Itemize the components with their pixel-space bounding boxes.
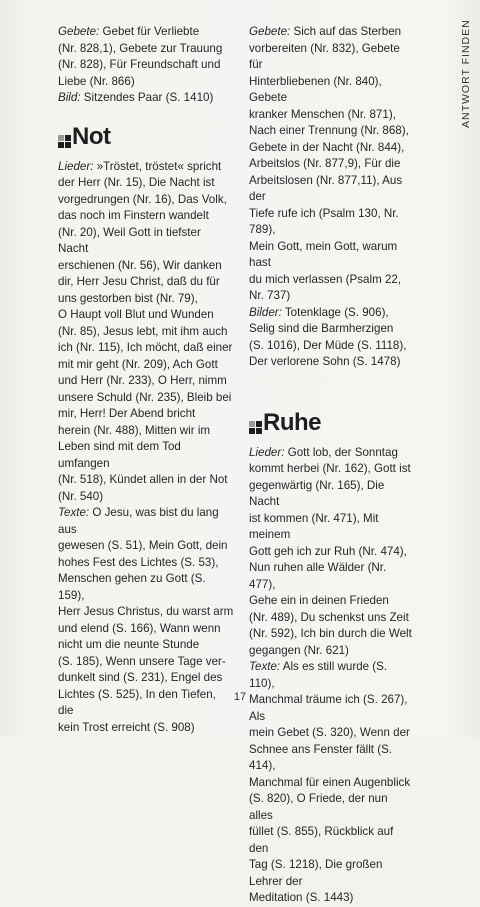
text-line bbox=[58, 90, 234, 107]
text-line bbox=[249, 643, 413, 660]
line-text: »Tröstet, tröstet« spricht bbox=[96, 159, 222, 173]
left-intro bbox=[58, 24, 234, 107]
line-text: kommt herbei (Nr. 162), Gott ist bbox=[249, 462, 411, 475]
line-text: Arbeitslosen (Nr. 877,11), Aus der bbox=[249, 173, 403, 203]
text-line bbox=[58, 357, 234, 374]
text-line bbox=[58, 192, 234, 209]
text-line bbox=[58, 489, 234, 506]
line-text: vorbereiten (Nr. 832), Gebete für bbox=[249, 41, 400, 71]
paragraph-label: Gebete: bbox=[58, 25, 100, 38]
paragraph-label: Texte: bbox=[58, 506, 90, 519]
line-text: Gebet für Verliebte bbox=[102, 25, 200, 38]
line-text: (S. 1016), Der Müde (S. 1118), bbox=[249, 338, 407, 352]
text-line bbox=[58, 423, 234, 440]
text-line bbox=[249, 239, 413, 272]
line-text: unsere Schuld (Nr. 235), Bleib bei bbox=[58, 390, 232, 404]
line-text: Selig sind die Barmherzigen bbox=[249, 322, 394, 335]
text-line bbox=[58, 225, 234, 258]
line-text: Nr. 737) bbox=[249, 289, 291, 302]
line-text: ich (Nr. 115), Ich möcht, daß einer bbox=[58, 341, 233, 354]
text-line bbox=[58, 621, 234, 638]
left-column bbox=[58, 24, 234, 736]
text-line bbox=[249, 321, 413, 338]
text-line bbox=[249, 156, 413, 173]
text-line bbox=[249, 775, 413, 792]
text-line bbox=[249, 123, 413, 140]
paragraph-label: Lieder: bbox=[249, 445, 285, 459]
line-text: gewesen (S. 51), Mein Gott, dein bbox=[58, 539, 228, 552]
text-line bbox=[58, 307, 234, 324]
line-text: und Herr (Nr. 233), O Herr, nimm bbox=[58, 374, 227, 387]
section-title: Ruhe bbox=[263, 408, 321, 436]
line-text: (S. 185), Wenn unsere Tage ver- bbox=[58, 654, 226, 668]
line-text: (Nr. 828), Für Freundschaft und bbox=[58, 58, 221, 71]
line-text: nicht um die neunte Stunde bbox=[58, 638, 200, 651]
text-line bbox=[58, 604, 234, 621]
line-text: das noch im Finstern wandelt bbox=[58, 209, 209, 222]
line-text: Gott lob, der Sonntag bbox=[287, 445, 398, 459]
section-heading-not bbox=[58, 122, 234, 150]
text-line bbox=[249, 593, 413, 610]
heading-square-icon bbox=[249, 421, 262, 434]
text-line bbox=[249, 725, 413, 742]
line-text: Tiefe rufe ich (Psalm 130, Nr. 789), bbox=[249, 206, 399, 236]
text-line bbox=[58, 538, 234, 555]
text-line bbox=[58, 291, 234, 308]
text-line bbox=[249, 140, 413, 157]
text-line bbox=[249, 478, 413, 511]
paragraph-label: Gebete: bbox=[249, 25, 291, 38]
left-section-body bbox=[58, 159, 234, 737]
line-text: Leben sind mit dem Tod umfangen bbox=[58, 440, 181, 470]
text-line bbox=[58, 373, 234, 390]
text-line bbox=[249, 445, 413, 462]
text-line bbox=[58, 406, 234, 423]
section-heading-ruhe bbox=[249, 408, 413, 436]
line-text: Meditation (S. 1443) bbox=[249, 891, 354, 904]
line-text: Liebe (Nr. 866) bbox=[58, 74, 135, 88]
text-line bbox=[249, 791, 413, 824]
text-line bbox=[58, 571, 234, 604]
paragraph-label: Bilder: bbox=[249, 305, 282, 319]
section-title: Not bbox=[72, 122, 111, 150]
line-text: Herr Jesus Christus, du warst arm bbox=[58, 605, 234, 618]
line-text: Menschen gehen zu Gott (S. 159), bbox=[58, 572, 206, 602]
text-line bbox=[249, 626, 413, 643]
line-text: (Nr. 85), Jesus lebt, mit ihm auch bbox=[58, 324, 228, 338]
line-text: Manchmal für einen Augenblick bbox=[249, 775, 411, 789]
paragraph bbox=[58, 24, 234, 90]
line-text: (Nr. 592), Ich bin durch die Welt bbox=[249, 627, 412, 640]
text-line bbox=[249, 824, 413, 857]
text-line bbox=[58, 159, 234, 176]
line-text: Gott geh ich zur Ruh (Nr. 474), bbox=[249, 544, 407, 558]
side-tab bbox=[446, 19, 472, 142]
line-text: (S. 820), O Friede, der nun alles bbox=[249, 792, 388, 822]
text-line bbox=[58, 472, 234, 489]
text-line bbox=[249, 107, 413, 124]
line-text: Nun ruhen alle Wälder (Nr. 477), bbox=[249, 561, 387, 591]
text-line bbox=[58, 505, 234, 538]
right-column bbox=[249, 24, 413, 907]
right-intro bbox=[249, 24, 413, 371]
text-line bbox=[249, 354, 413, 371]
line-text: Nach einer Trennung (Nr. 868), bbox=[249, 124, 409, 137]
text-line bbox=[249, 41, 413, 74]
line-text: Mein Gott, mein Gott, warum hast bbox=[249, 239, 398, 269]
line-text: und elend (S. 166), Wann wenn bbox=[58, 621, 221, 635]
paragraph bbox=[249, 445, 413, 660]
line-text: mir, Herr! Der Abend bricht bbox=[58, 407, 196, 420]
text-line bbox=[249, 742, 413, 775]
line-text: uns gestorben bist (Nr. 79), bbox=[58, 291, 198, 305]
text-line bbox=[58, 74, 234, 91]
heading-square-icon bbox=[58, 135, 71, 148]
paragraph bbox=[249, 24, 413, 305]
line-text: Sitzendes Paar (S. 1410) bbox=[83, 91, 214, 104]
line-text: gegangen (Nr. 621) bbox=[249, 643, 349, 657]
text-line bbox=[58, 57, 234, 74]
line-text: du mich verlassen (Psalm 22, bbox=[249, 272, 402, 286]
line-text: herein (Nr. 488), Mitten wir im bbox=[58, 423, 211, 437]
line-text: Manchmal träume ich (S. 267), Als bbox=[249, 693, 408, 723]
text-line bbox=[58, 208, 234, 225]
text-line bbox=[58, 555, 234, 572]
text-line bbox=[249, 659, 413, 692]
text-line bbox=[249, 560, 413, 593]
line-text: Lichtes (S. 525), In den Tiefen, die bbox=[58, 687, 216, 717]
line-text: Der verlorene Sohn (S. 1478) bbox=[249, 355, 401, 368]
paragraph bbox=[58, 159, 234, 506]
page-number: 17 bbox=[233, 691, 247, 703]
line-text: kranker Menschen (Nr. 871), bbox=[249, 107, 396, 121]
line-text: mit mir geht (Nr. 209), Ach Gott bbox=[58, 357, 218, 371]
text-line bbox=[249, 206, 413, 239]
text-line bbox=[249, 511, 413, 544]
line-text: Als es still wurde (S. 110), bbox=[249, 660, 388, 690]
line-text: (Nr. 489), Du schenkst uns Zeit bbox=[249, 610, 409, 624]
text-line bbox=[249, 74, 413, 107]
line-text: dir, Herr Jesu Christ, daß du für bbox=[58, 275, 220, 288]
text-line bbox=[249, 173, 413, 206]
text-line bbox=[58, 175, 234, 192]
text-line bbox=[58, 340, 234, 357]
text-line bbox=[58, 720, 234, 737]
line-text: Gehe ein in deinen Frieden bbox=[249, 594, 389, 607]
text-line bbox=[58, 654, 234, 671]
line-text: Totenklage (S. 906), bbox=[284, 305, 389, 319]
line-text: der Herr (Nr. 15), Die Nacht ist bbox=[58, 176, 215, 189]
line-text: Arbeitslos (Nr. 877,9), Für die bbox=[249, 157, 401, 170]
text-line bbox=[249, 461, 413, 478]
paragraph bbox=[58, 90, 234, 107]
paragraph-label: Texte: bbox=[249, 660, 281, 673]
text-line bbox=[58, 274, 234, 291]
text-line bbox=[58, 24, 234, 41]
text-line bbox=[249, 305, 413, 322]
line-text: dunkelt sind (S. 231), Engel des bbox=[58, 671, 223, 684]
text-line bbox=[58, 390, 234, 407]
text-line bbox=[249, 610, 413, 627]
line-text: (Nr. 540) bbox=[58, 489, 104, 503]
line-text: erschienen (Nr. 56), Wir danken bbox=[58, 258, 222, 272]
line-text: O Haupt voll Blut und Wunden bbox=[58, 308, 214, 321]
paragraph-label: Lieder: bbox=[58, 159, 94, 173]
line-text: ist kommen (Nr. 471), Mit meinem bbox=[249, 511, 379, 541]
text-line bbox=[249, 24, 413, 41]
paragraph-label: Bild: bbox=[58, 91, 81, 104]
line-text: Schnee ans Fenster fällt (S. 414), bbox=[249, 742, 393, 772]
text-line bbox=[58, 258, 234, 275]
line-text: Tag (S. 1218), Die großen Lehrer der bbox=[249, 858, 383, 888]
line-text: mein Gebet (S. 320), Wenn der bbox=[249, 726, 410, 739]
line-text: (Nr. 518), Kündet allen in der Not bbox=[58, 473, 228, 486]
line-text: O Jesu, was bist du lang aus bbox=[58, 506, 219, 536]
line-text: Gebete in der Nacht (Nr. 844), bbox=[249, 140, 405, 154]
right-section-body bbox=[249, 445, 413, 907]
text-line bbox=[249, 857, 413, 890]
text-line bbox=[249, 288, 413, 305]
text-line bbox=[58, 324, 234, 341]
line-text: (Nr. 828,1), Gebete zur Trauung bbox=[58, 41, 223, 55]
line-text: kein Trost erreicht (S. 908) bbox=[58, 720, 195, 734]
line-text: hohes Fest des Lichtes (S. 53), bbox=[58, 555, 219, 569]
line-text: (Nr. 20), Weil Gott in tiefster Nacht bbox=[58, 225, 201, 255]
line-text: vorgedrungen (Nr. 16), Das Volk, bbox=[58, 192, 227, 206]
text-line bbox=[249, 338, 413, 355]
text-line bbox=[58, 637, 234, 654]
line-text: füllet (S. 855), Rückblick auf den bbox=[249, 825, 394, 855]
text-line bbox=[249, 272, 413, 289]
text-line bbox=[58, 41, 234, 58]
text-line bbox=[249, 544, 413, 561]
line-text: gegenwärtig (Nr. 165), Die Nacht bbox=[249, 478, 385, 508]
paragraph bbox=[249, 305, 413, 371]
text-line bbox=[58, 439, 234, 472]
line-text: Hinterbliebenen (Nr. 840), Gebete bbox=[249, 74, 382, 104]
text-line bbox=[58, 670, 234, 687]
side-tab-label: ANTWORT FINDEN bbox=[460, 19, 472, 128]
line-text: Sich auf das Sterben bbox=[293, 25, 402, 38]
text-line bbox=[249, 890, 413, 907]
